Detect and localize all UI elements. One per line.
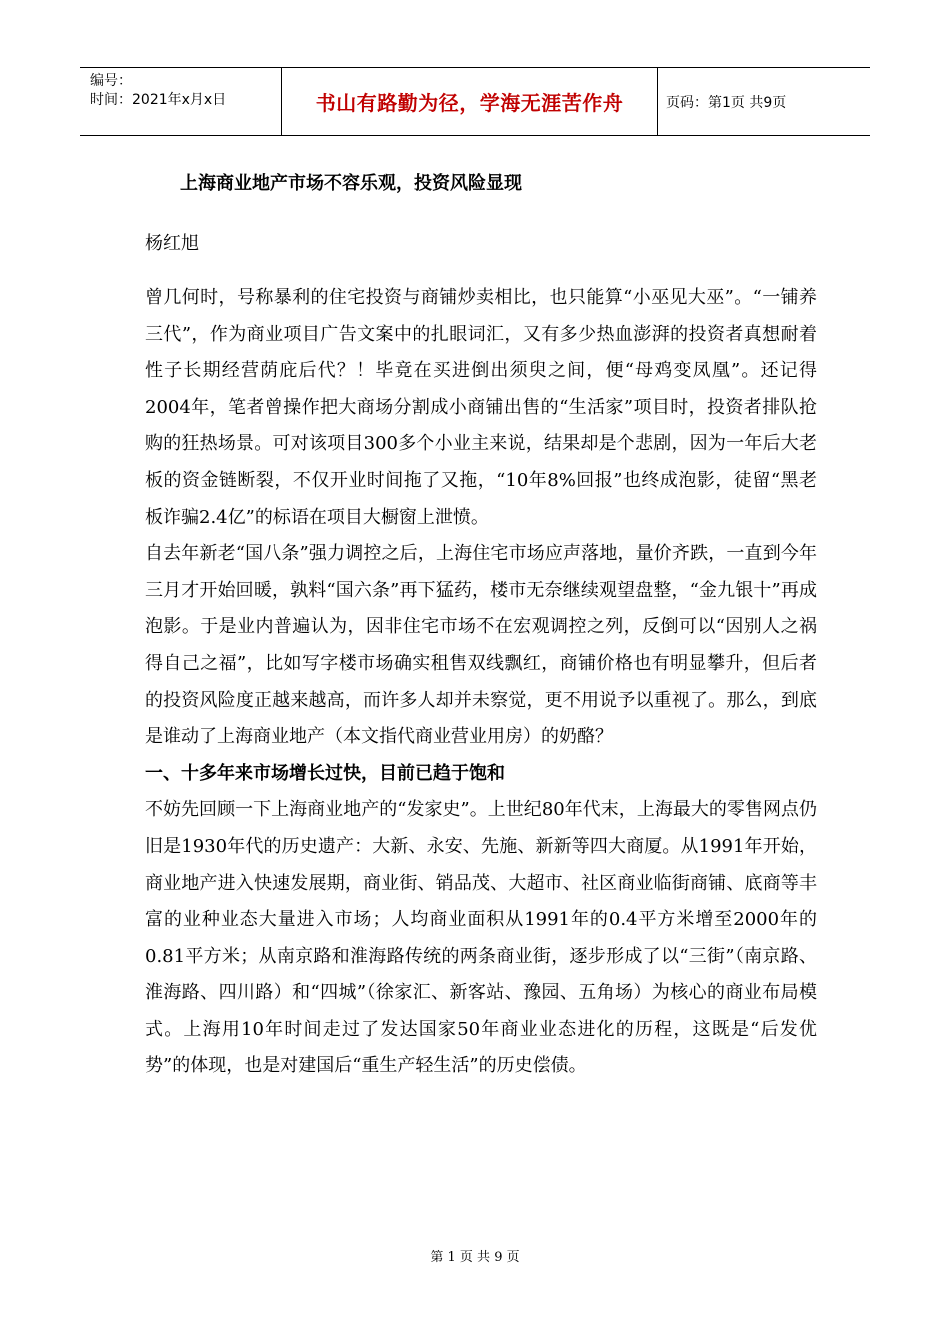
section-paragraph: 不妨先回顾一下上海商业地产的“发家史”。上世纪80年代末，上海最大的零售网点仍旧是1930年代的历史遗产：大新、永安、先施、新新等四大商厦。从1991年开始，商业地产进入快速发展期，商业街、销品茂、大超市、社区商业临街商铺、底商等丰富的业种业态大量进入市场；人均商业面积从1991年的0.4平方米增至2000年的0.81平方米；从南京路和淮海路传统的两条商业街，逐步形成了以“三街”（南京路、淮海路、四川路）和“四城”（徐家汇、新客站、豫园、五角场）为核心的商业布局模式。上海用10年时间走过了发达国家50年商业业态进化的历程，这既是“后发优势”的体现，也是对建国后“重生产轻生活”的历史偿债。	[145, 799, 817, 1077]
article-paragraph: 曾几何时，号称暴利的住宅投资与商铺炒卖相比，也只能算“小巫见大巫”。“一铺养三代”，作为商业项目广告文案中的扎眼词汇，又有多少热血澎湃的投资者真想耐着性子长期经营荫庇后代？！毕竟在买进倒出须臾之间，便“母鸡变凤凰”。还记得2004年，笔者曾操作把大商场分割成小商铺出售的“生活家”项目时，投资者排队抢购的狂热场景。可对该项目300多个小业主来说，结果却是个悲剧，因为一年后大老板的资金链断裂，不仅开业时间拖了又拖，“10年8%回报”也终成泡影，徒留“黑老板诈骗2.4亿”的标语在项目大橱窗上泄愤。	[145, 287, 817, 528]
header-meta-cell	[80, 68, 282, 135]
article-paragraph: 自去年新老“国八条”强力调控之后，上海住宅市场应声落地，量价齐跌，一直到今年三月才开始回暖，孰料“国六条”再下猛药，楼市无奈继续观望盘整，“金九银十”再成泡影。于是业内普遍认为，因非住宅市场不在宏观调控之列，反倒可以“因别人之祸得自己之福”，比如写字楼市场确实租售双线飘红，商铺价格也有明显攀升，但后者的投资风险度正越来越高，而许多人却并未察觉，更不用说予以重视了。那么，到底是谁动了上海商业地产（本文指代商业营业用房）的奶酪？	[145, 543, 817, 748]
document-number-label: 编号：	[90, 73, 132, 89]
document-time-label: 时间：2021年x月x日	[90, 92, 227, 108]
article-title: 上海商业地产市场不容乐观，投资风险显现	[180, 173, 522, 194]
article-body	[145, 170, 817, 1085]
page-footer: 第 1 页 共 9 页	[430, 1250, 520, 1265]
document-header	[80, 67, 870, 136]
header-motto: 书山有路勤为径，学海无涯苦作舟	[282, 68, 658, 135]
section-heading: 一、十多年来市场增长过快，目前已趋于饱和	[145, 762, 505, 784]
article-author: 杨红旭	[145, 233, 199, 254]
header-page-info: 页码：第1页 共9页	[666, 94, 787, 111]
